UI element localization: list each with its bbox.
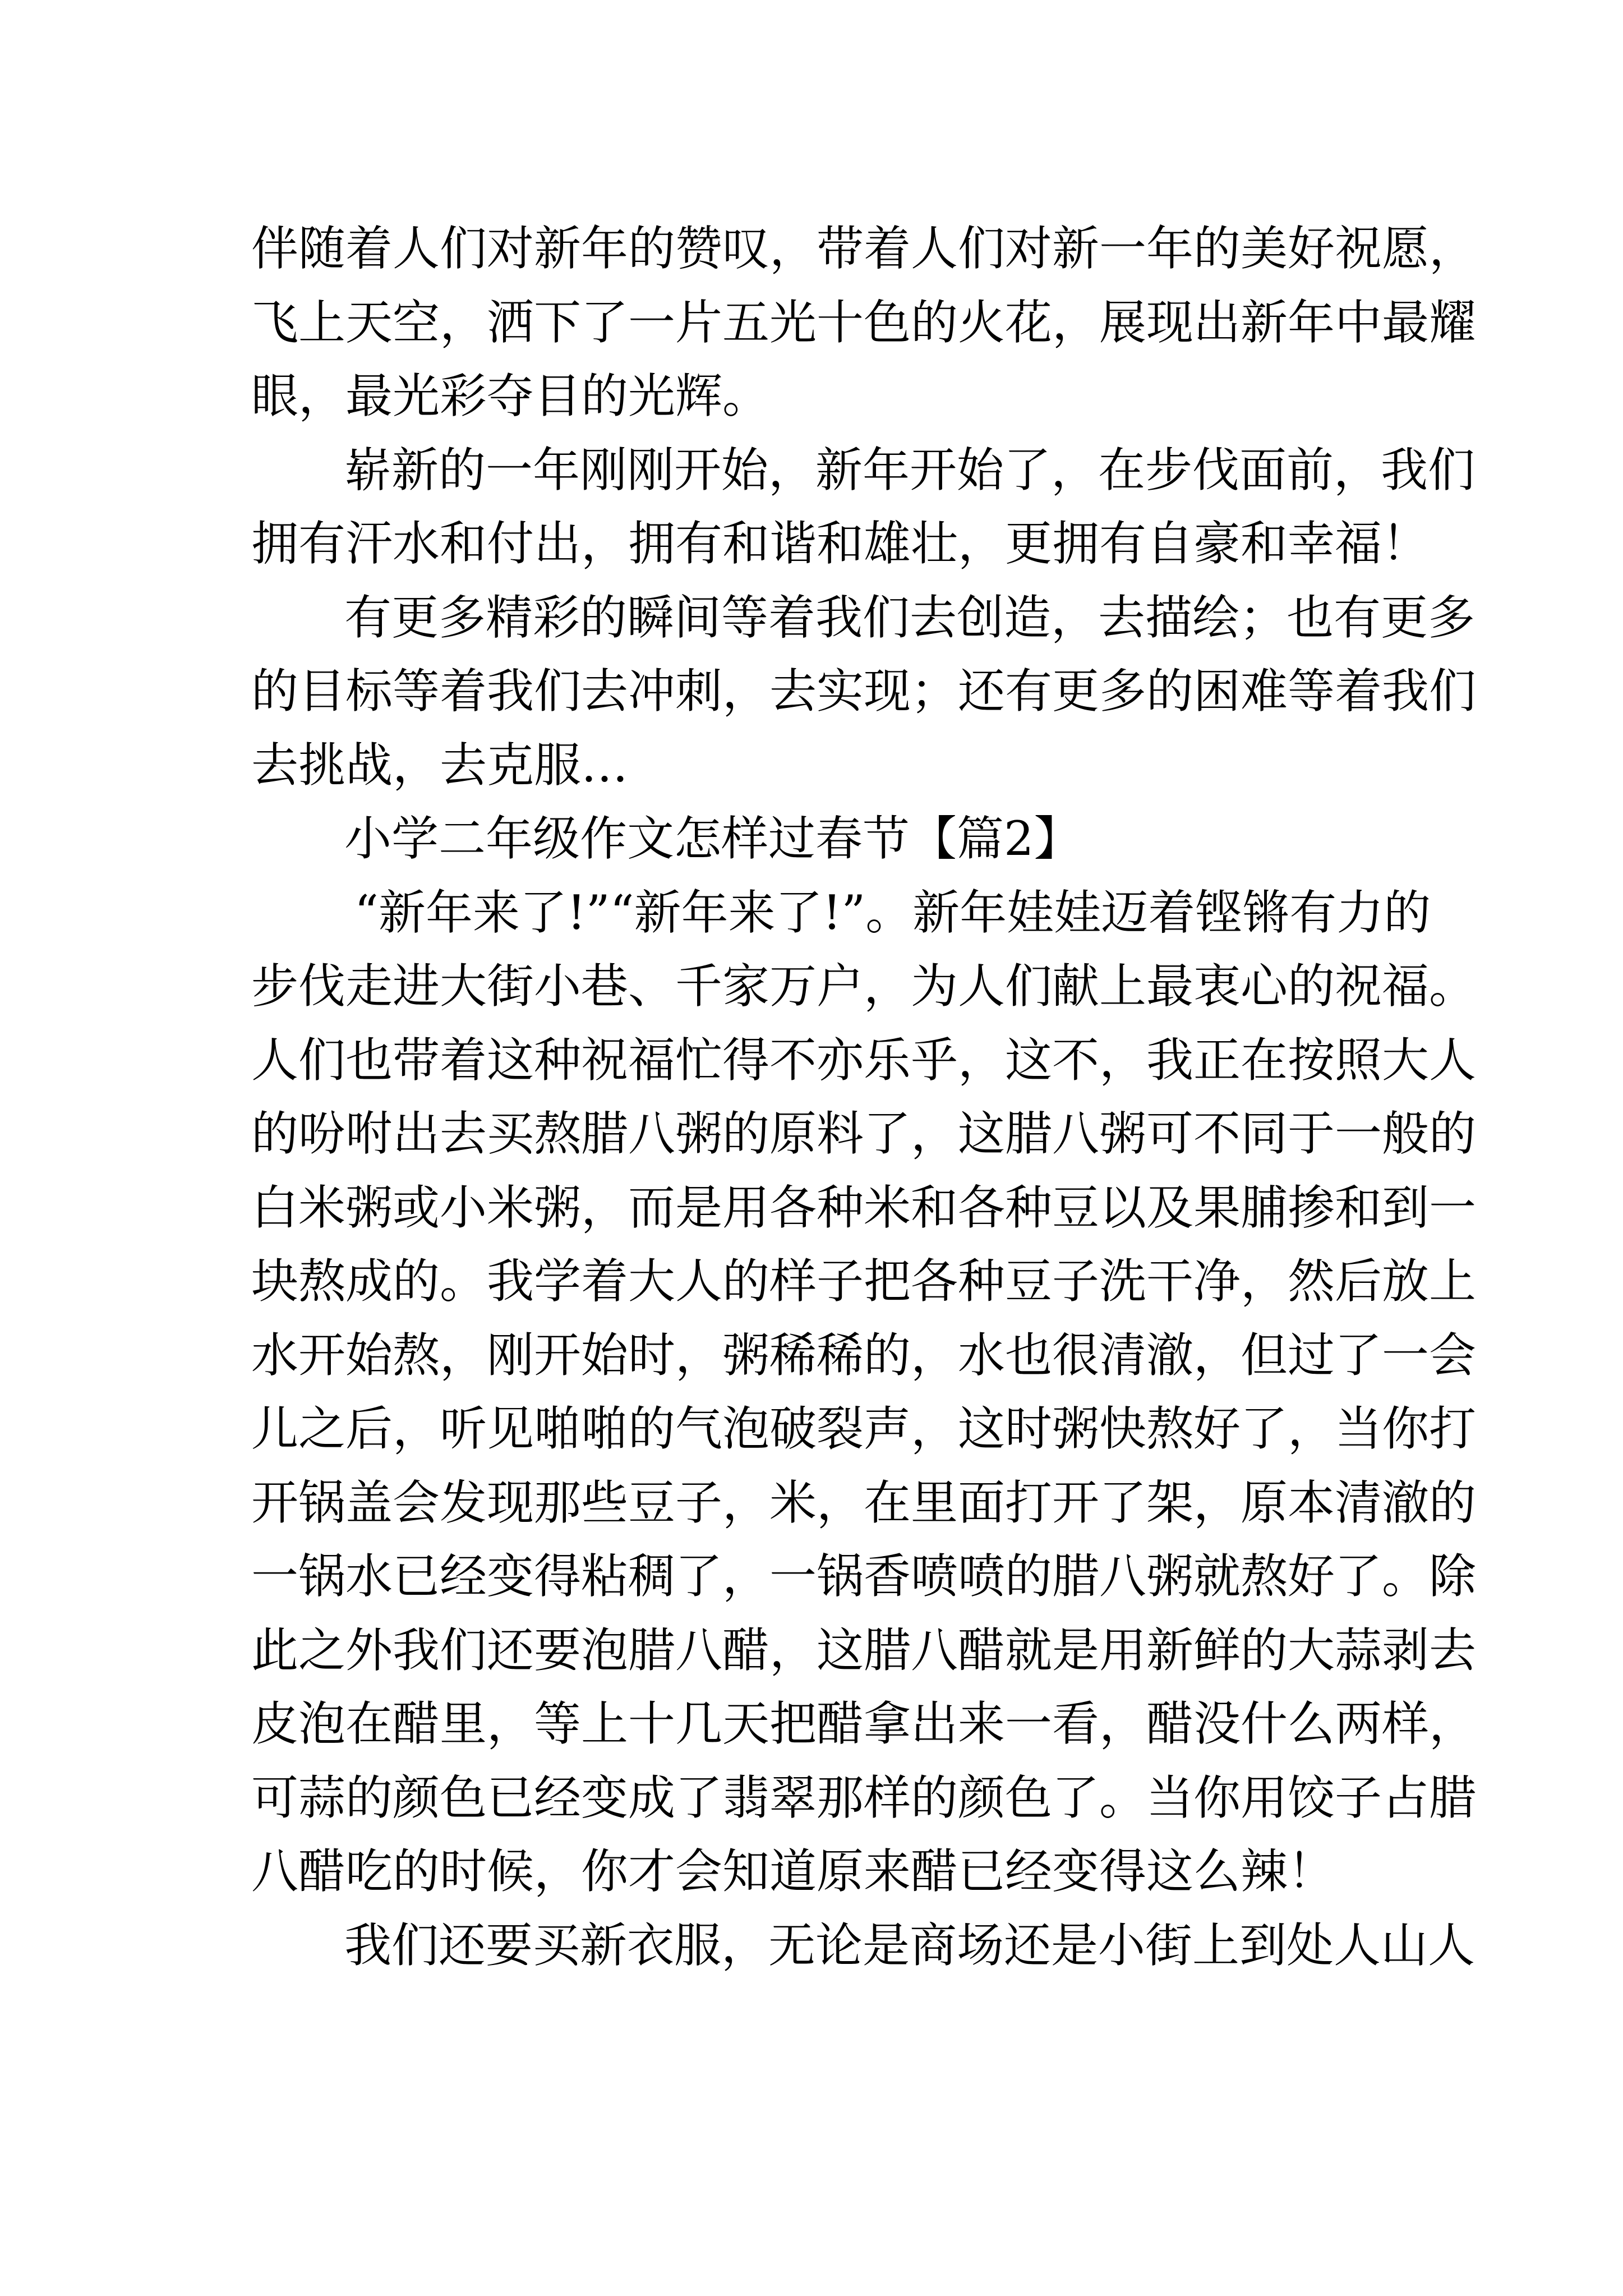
- text-line: 步伐走进大街小巷、千家万户，为人们献上最衷心的祝福。: [251, 959, 1477, 1014]
- text-line: 白米粥或小米粥，而是用各种米和各种豆以及果脯掺和到一: [251, 1180, 1477, 1235]
- text-line: 崭新的一年刚刚开始，新年开始了，在步伐面前，我们: [344, 442, 1476, 498]
- text-line: 的吩咐出去买熬腊八粥的原料了，这腊八粥可不同于一般的: [251, 1106, 1477, 1161]
- essay-body: [251, 212, 1477, 1982]
- text-line: 一锅水已经变得粘稠了，一锅香喷喷的腊八粥就熬好了。除: [251, 1549, 1477, 1604]
- text-line: 去挑战，去克服…: [251, 737, 629, 793]
- text-line: 的目标等着我们去冲刺，去实现；还有更多的困难等着我们: [251, 664, 1477, 719]
- text-line: 飞上天空，洒下了一片五光十色的火花，展现出新年中最耀: [251, 295, 1477, 350]
- text-line: 可蒜的颜色已经变成了翡翠那样的颜色了。当你用饺子占腊: [251, 1770, 1477, 1825]
- text-line: 伴随着人们对新年的赞叹，带着人们对新一年的美好祝愿，: [251, 221, 1477, 276]
- text-line: 儿之后，听见啪啪的气泡破裂声，这时粥快熬好了，当你打: [251, 1401, 1477, 1456]
- text-line: 拥有汗水和付出，拥有和谐和雄壮，更拥有自豪和幸福！: [251, 516, 1430, 571]
- text-line: 块熬成的。我学着大人的样子把各种豆子洗干净，然后放上: [251, 1254, 1477, 1309]
- text-line: 我们还要买新衣服，无论是商场还是小街上到处人山人: [344, 1917, 1476, 1973]
- text-line: 皮泡在醋里，等上十几天把醋拿出来一看，醋没什么两样，: [251, 1696, 1477, 1751]
- section-heading: 小学二年级作文怎样过春节【篇2】: [344, 811, 1081, 866]
- text-line: “新年来了!”“新年来了!”。新年娃娃迈着铿锵有力的: [354, 885, 1431, 940]
- text-line: 眼，最光彩夺目的光辉。: [251, 369, 770, 424]
- text-line: 人们也带着这种祝福忙得不亦乐乎，这不，我正在按照大人: [251, 1032, 1477, 1088]
- text-line: 开锅盖会发现那些豆子，米，在里面打开了架，原本清澈的: [251, 1475, 1477, 1530]
- text-line: 此之外我们还要泡腊八醋，这腊八醋就是用新鲜的大蒜剥去: [251, 1622, 1477, 1678]
- text-line: 八醋吃的时候，你才会知道原来醋已经变得这么辣！: [251, 1844, 1335, 1899]
- text-line: 水开始熬，刚开始时，粥稀稀的，水也很清澈，但过了一会: [251, 1327, 1477, 1383]
- text-line: 有更多精彩的瞬间等着我们去创造，去描绘；也有更多: [344, 590, 1476, 645]
